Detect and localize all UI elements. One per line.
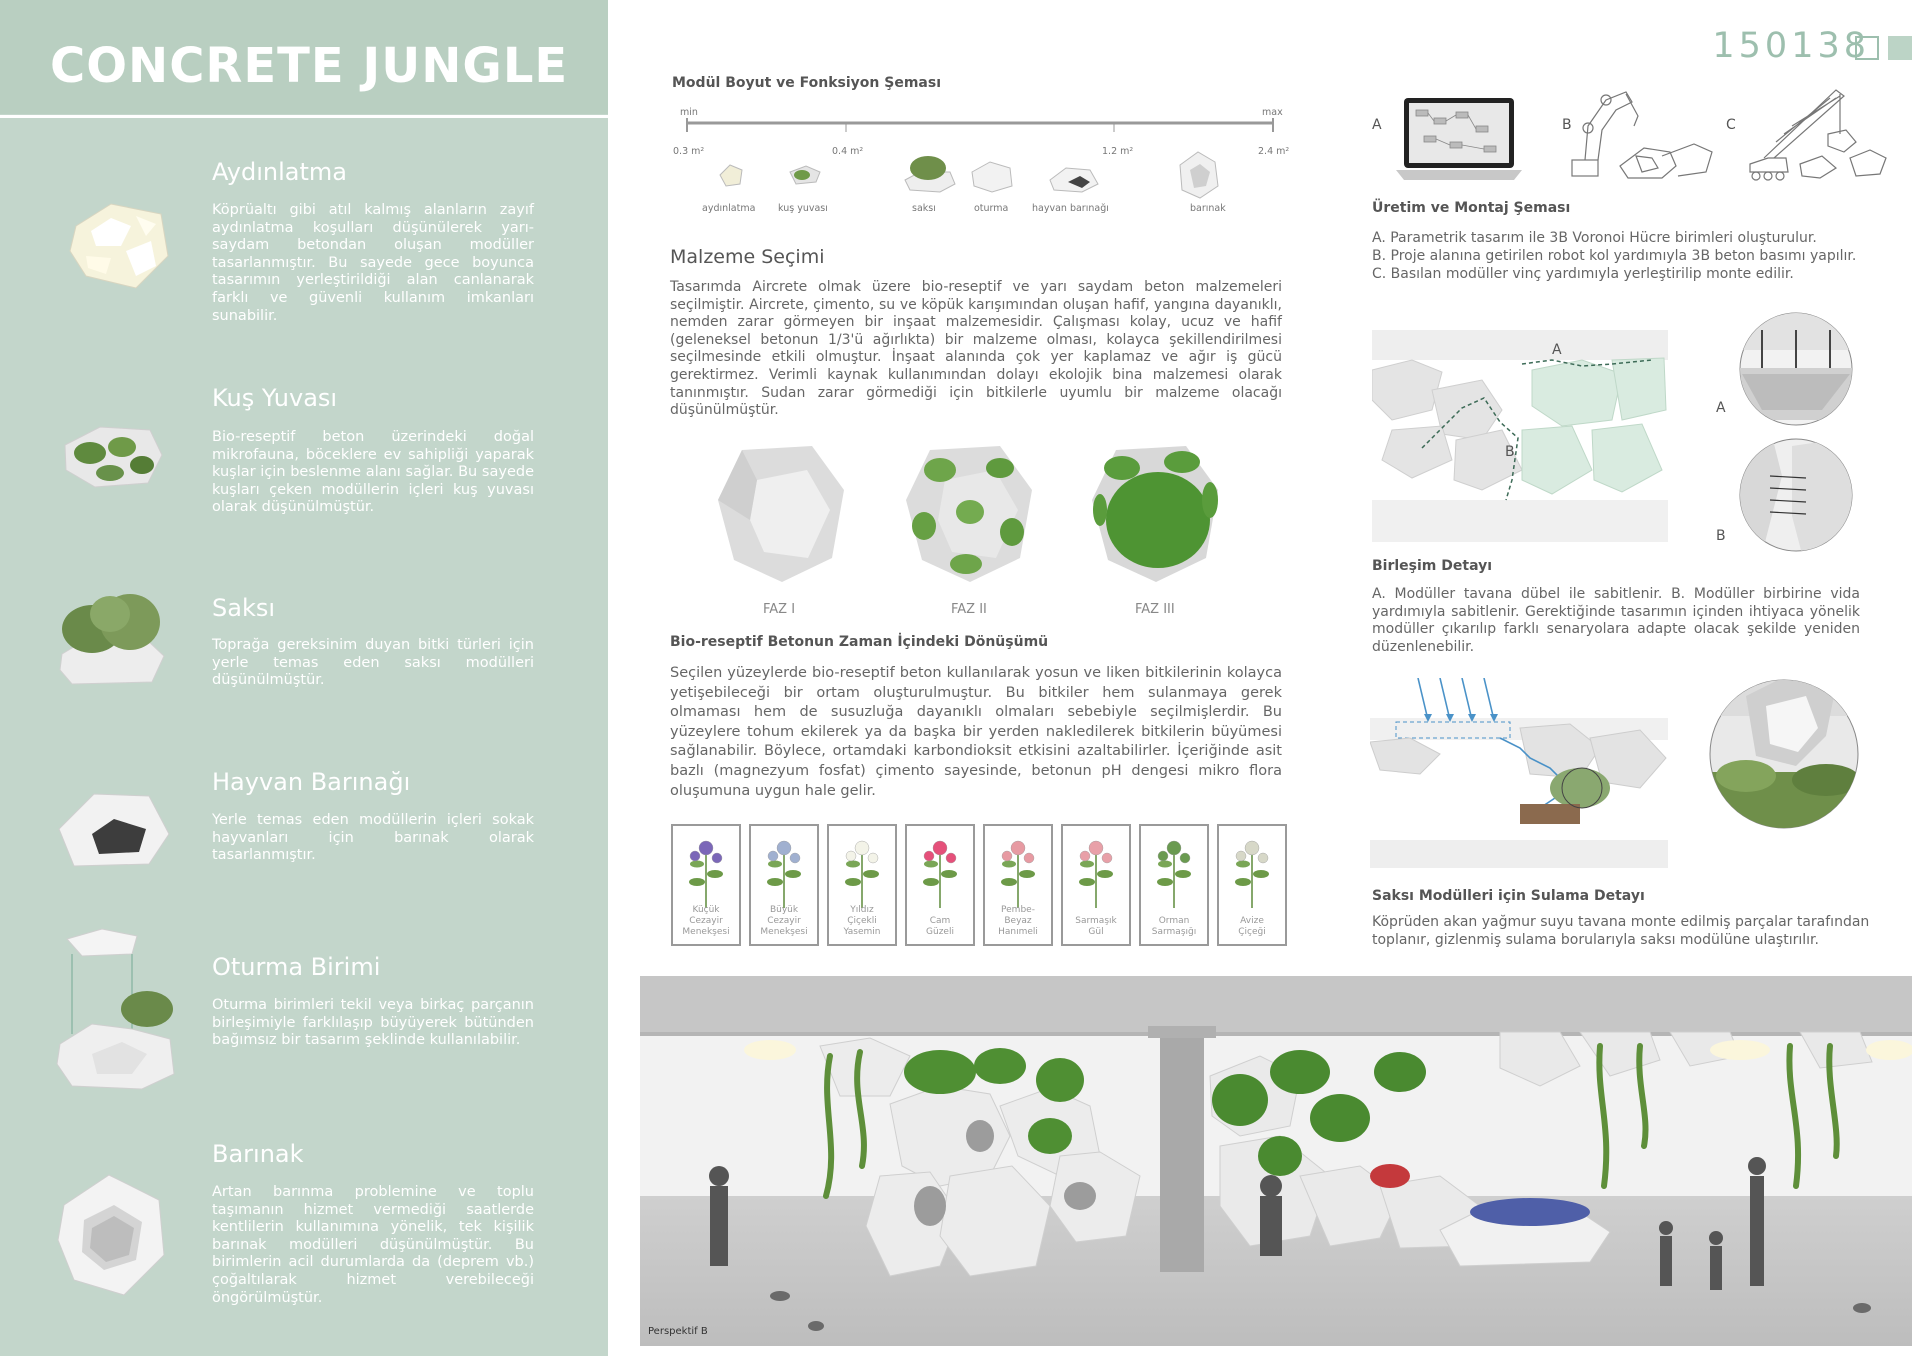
item-title-planter: Saksı	[212, 594, 276, 622]
perspective-render-illustration	[640, 976, 1912, 1346]
plant-label-line: Sarmaşık	[1075, 916, 1117, 926]
plant-illustration	[1219, 830, 1285, 910]
plant-label	[829, 905, 895, 938]
scale-tick-0: 0.3 m²	[673, 146, 705, 157]
phase-section-title: Bio-reseptif Betonun Zaman İçindeki Dönüşümü	[670, 634, 1049, 650]
animal-shelter-module-thumbnail	[54, 774, 174, 874]
lighting-module-thumbnail	[66, 196, 174, 296]
plant-label	[673, 905, 739, 938]
plant-label-line: Yasemin	[843, 927, 881, 937]
plant-label	[1219, 916, 1285, 938]
joint-detail-letter-b: B	[1716, 528, 1726, 544]
phase-2-module-image	[900, 440, 1040, 586]
plant-label-line: Büyük	[769, 905, 799, 915]
scale-tick-2: 1.2 m²	[1102, 146, 1134, 157]
irrigation-text: Köprüden akan yağmur suyu tavana monte edilmiş parçalar tarafından toplanır, gizlenmiş sulama borularıyla saksı modülüne ulaştırılır.	[1372, 914, 1870, 948]
plant-label-line: Gül	[1088, 927, 1104, 937]
scale-tick-1: 0.4 m²	[832, 146, 864, 157]
plant-card	[1217, 824, 1287, 946]
phase-1-module-image	[712, 440, 852, 586]
plant-label-line: Çiçekli	[847, 916, 877, 926]
project-title: CONCRETE JUNGLE	[50, 38, 569, 94]
item-title-bird-nest: Kuş Yuvası	[212, 384, 338, 412]
joint-title: Birleşim Detayı	[1372, 558, 1493, 574]
module-label-planter: saksı	[912, 203, 936, 214]
plant-illustration	[829, 830, 895, 910]
module-label-bird-nest: kuş yuvası	[778, 203, 828, 214]
item-text-animal-shelter: Yerle temas eden modüllerin içleri sokak hayvanları için barınak olarak tasarlanmıştır.	[212, 812, 534, 864]
seating-module-thumbnail	[52, 924, 182, 1094]
plant-label	[985, 905, 1051, 938]
plant-label-line: Sarmaşığı	[1151, 927, 1197, 937]
item-text-lighting: Köprüaltı gibi atıl kalmış alanların zayıf aydınlatma koşulları düşünülerek yarı-saydam betondan oluşan modüller tasarlanmıştır. Bu sayede gece boyunca tasarımın yerleştirildiği alan canlanarak farklı ve güvenli kullanım imkanları sunabilir.	[212, 202, 534, 324]
perspective-render	[640, 976, 1912, 1346]
planter-module-thumbnail	[52, 584, 172, 694]
laptop-parametric-design-image	[1396, 96, 1522, 182]
production-letter-b: B	[1562, 117, 1572, 133]
plant-card	[671, 824, 741, 946]
plant-cards	[671, 824, 1285, 950]
project-code: 150138	[1712, 26, 1870, 66]
production-title: Üretim ve Montaj Şeması	[1372, 200, 1571, 216]
crane-assembly-image	[1740, 86, 1890, 184]
scale-max-label: max	[1262, 107, 1283, 118]
production-steps	[1372, 230, 1892, 283]
plant-card	[1061, 824, 1131, 946]
scale-module-icons	[710, 150, 1310, 200]
plant-illustration	[673, 830, 739, 910]
plant-illustration	[1141, 830, 1207, 910]
plant-label-line: Güzeli	[926, 927, 954, 937]
plant-label-line: Hanımeli	[998, 927, 1038, 937]
plant-label-line: Yıldız	[850, 905, 874, 915]
module-scale-title: Modül Boyut ve Fonksiyon Şeması	[672, 75, 942, 91]
production-step-a: A. Parametrik tasarım ile 3B Voronoi Hücre birimleri oluşturulur.	[1372, 230, 1817, 246]
scale-tick-3: 2.4 m²	[1258, 146, 1290, 157]
joint-detail-letter-a: A	[1716, 400, 1726, 416]
scale-min-label: min	[680, 107, 698, 118]
phase-1-label: FAZ I	[763, 602, 796, 617]
plant-label-line: Pembe-	[1001, 905, 1035, 915]
plant-card	[905, 824, 975, 946]
filled-square-mark	[1888, 36, 1912, 60]
outline-square-mark	[1855, 36, 1879, 60]
module-label-animal-shelter: hayvan barınağı	[1032, 203, 1109, 214]
plant-card	[749, 824, 819, 946]
bird-nest-module-thumbnail	[60, 405, 168, 505]
plant-label	[751, 905, 817, 938]
robot-arm-printing-image	[1566, 86, 1716, 182]
phase-3-label: FAZ III	[1135, 602, 1175, 617]
production-step-b: B. Proje alanına getirilen robot kol yardımıyla 3B beton basımı yapılır.	[1372, 247, 1857, 264]
phase-2-label: FAZ II	[951, 602, 987, 617]
plant-label-line: Cam	[929, 916, 951, 926]
plant-label-line: Çiçeği	[1238, 927, 1266, 937]
plant-card	[827, 824, 897, 946]
plant-label-line: Menekşesi	[682, 927, 730, 937]
plant-label	[1063, 916, 1129, 938]
item-text-planter: Toprağa gereksinim duyan bitki türleri için yerle temas eden saksı modülleri düşünülmüştür.	[212, 637, 534, 689]
item-text-bird-nest: Bio-reseptif beton üzerindeki doğal mikrofauna, böceklere ev sahipliği yaparak kuşlar için beslenme alanı sağlar. Bu sayede kuşları çeken modüllerin içleri kuş yuvası olarak düşünülmüştür.	[212, 429, 534, 516]
production-letter-c: C	[1726, 117, 1736, 133]
joint-section-letter-b: B	[1505, 444, 1515, 460]
plant-illustration	[985, 830, 1051, 910]
material-title: Malzeme Seçimi	[670, 246, 825, 268]
plant-label-line: Beyaz	[1004, 916, 1032, 926]
plant-card	[1139, 824, 1209, 946]
plant-label-line: Orman	[1158, 916, 1190, 926]
production-letter-a: A	[1372, 117, 1382, 133]
plant-label-line: Cezayir	[767, 916, 801, 926]
item-text-shelter: Artan barınma problemine ve toplu taşımanın hizmet vermediği saatlerde kentlilerin kullanımına yönelik, tek kişilik barınak modülleri düşünülmüştür. Bu birimlerin acil durumlarda da (deprem vb.) çoğaltılarak hizmet verebileceği öngörülmüştür.	[212, 1184, 534, 1306]
phase-3-module-image	[1086, 440, 1226, 586]
plant-label-line: Cezayir	[689, 916, 723, 926]
module-label-shelter: barınak	[1190, 203, 1226, 214]
plant-label	[907, 916, 973, 938]
irrigation-detail-section-image	[1370, 678, 1668, 868]
module-label-lighting: aydınlatma	[702, 203, 756, 214]
material-text: Tasarımda Aircrete olmak üzere bio-reseptif ve yarı saydam beton malzemeleri seçilmiştir. Aircrete, çimento, su ve köpük karışımından oluşan hafif, yangına dayanıklı, nemden zarar görmeyen bir inşaat malzemesidir. Çalışması kolay, ucuz ve hafif (geleneksel betonun 1/3'ü ağırlıkta) bir malzeme olması, kolayca şekillendirilmesi seçilmesinde etkili olmuştur. İnşaat alanında çok yer kaplamaz ve ağır iş gücü gerektirmez. Verimli kaynak kullanımından dolayı ekolojik bina malzemesi olarak tanınmıştır. Sudan zarar görmediği için bitkilerle uyumlu bir malzeme olacağı düşünülmüştür.	[670, 279, 1282, 419]
plant-illustration	[907, 830, 973, 910]
item-text-seating: Oturma birimleri tekil veya birkaç parçanın birleşimiyle farklılaşıp büyüyerek bütünden bağımsız bir tasarım şeklinde kullanılabilir.	[212, 997, 534, 1049]
perspective-label: Perspektif B	[648, 1326, 708, 1337]
joint-section-letter-a: A	[1552, 342, 1562, 358]
item-title-lighting: Aydınlatma	[212, 158, 347, 186]
plant-card	[983, 824, 1053, 946]
joint-detail-a-circle	[1732, 310, 1860, 428]
plant-illustration	[1063, 830, 1129, 910]
production-step-c: C. Basılan modüller vinç yardımıyla yerleştirilip monte edilir.	[1372, 265, 1794, 282]
phase-section-text: Seçilen yüzeylerde bio-reseptif beton kullanılarak yosun ve liken bitkilerinin kolayca yetişebileceği bir ortam oluşturulmuştur. Bu bitkiler hem sulanmaya gerek olmaması hem de susuzluğa dayanıklı olmaları sebebiyle seçilmişlerdir. Bu yüzeylere tohum ekilerek ya da başka bir yerden nakledilerek bitkilerin büyümesi sağlanabilir. Böylece, ortamdaki karbondioksit etkisini azaltabilirler. İçeriğinde asit bazlı (magnezyum fosfat) çimento sayesinde, betonun pH dengesi mikro flora oluşumuna uygun hale gelir.	[670, 665, 1282, 799]
joint-detail-b-circle	[1732, 436, 1860, 554]
scale-axis	[680, 118, 1280, 138]
irrigation-title: Saksı Modülleri için Sulama Detayı	[1372, 888, 1645, 904]
item-title-animal-shelter: Hayvan Barınağı	[212, 768, 411, 796]
item-title-seating: Oturma Birimi	[212, 953, 381, 981]
plant-label	[1141, 916, 1207, 938]
joint-detail-section-image	[1372, 330, 1668, 542]
title-rule	[0, 115, 608, 118]
shelter-module-thumbnail	[54, 1170, 170, 1300]
irrigation-detail-circle	[1706, 676, 1862, 832]
joint-text: A. Modüller tavana dübel ile sabitlenir. B. Modüller birbirine vida yardımıyla sabitlenir. Gerektiğinde tasarımın içinden ihtiyaca yönelik modüller çıkarılıp farklı senaryolara adapte olacak şekilde yeniden düzenlenebilir.	[1372, 586, 1860, 655]
item-title-shelter: Barınak	[212, 1140, 304, 1168]
plant-label-line: Avize	[1240, 916, 1264, 926]
plant-label-line: Menekşesi	[760, 927, 808, 937]
plant-illustration	[751, 830, 817, 910]
plant-label-line: Küçük	[692, 905, 720, 915]
module-label-seating: oturma	[974, 203, 1009, 214]
